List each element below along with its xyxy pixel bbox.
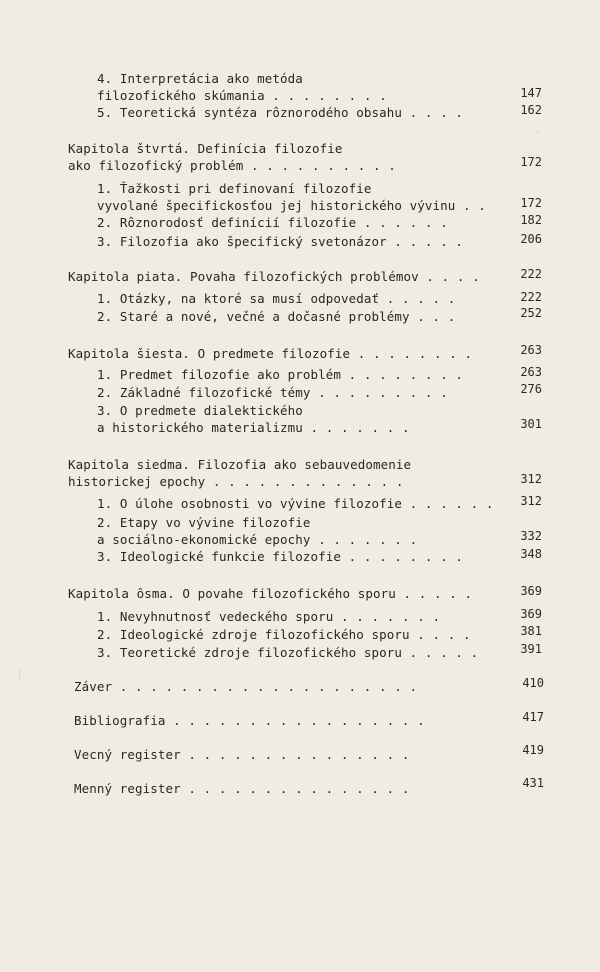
toc-page-number: 417 xyxy=(522,710,544,724)
toc-entry-line: 4. Interpretácia ako metóda xyxy=(97,71,303,86)
toc-entry-vecny-register xyxy=(74,746,410,763)
toc-entry-stare-a-nove xyxy=(97,308,455,325)
toc-entry-roznorodost xyxy=(97,214,448,231)
toc-entry-ideologicke-funkcie xyxy=(97,548,463,565)
toc-entry-line: 2. Etapy vo vývine filozofie xyxy=(97,515,311,530)
toc-entry-menny-register xyxy=(74,780,410,797)
toc-page-number: 332 xyxy=(520,529,542,543)
toc-entry-line: Menný register . . . . . . . . . . . . . . . xyxy=(74,781,410,796)
toc-chapter-osma xyxy=(68,585,472,602)
toc-entry-line: 2. Základné filozofické témy . . . . . . . . . xyxy=(97,385,448,400)
toc-entry-zakladne-temy xyxy=(97,384,448,401)
toc-entry-line: 1. Otázky, na ktoré sa musí odpovedať . . . . . xyxy=(97,291,456,306)
toc-entry-line: filozofického skúmania . . . . . . . . xyxy=(97,88,387,103)
toc-entry-line: historickej epochy . . . . . . . . . . . . . xyxy=(68,474,404,489)
toc-entry-line: Kapitola šiesta. O predmete filozofie . . . . . . . . xyxy=(68,346,473,361)
toc-page-number: 431 xyxy=(522,776,544,790)
toc-entry-bibliografia xyxy=(74,712,425,729)
toc-page-number: 419 xyxy=(522,743,544,757)
toc-chapter-siedma xyxy=(68,456,411,490)
toc-entry-line: 1. O úlohe osobnosti vo vývine filozofie . . . . . . xyxy=(97,496,494,511)
toc-entry-line: 3. Ideologické funkcie filozofie . . . . . . . . xyxy=(97,549,464,564)
toc-page-number: 312 xyxy=(520,472,542,486)
toc-page-number: 147 xyxy=(520,86,542,100)
toc-entry-line: 3. Filozofia ako špecifický svetonázor . . . . . xyxy=(97,234,464,249)
toc-entry-line: 2. Staré a nové, večné a dočasné problémy . . . xyxy=(97,309,456,324)
toc-page-number: 369 xyxy=(520,607,542,621)
toc-entry-nevyhnutnost xyxy=(97,608,440,625)
toc-page-number: 276 xyxy=(520,382,542,396)
paper-mark: ‘ xyxy=(534,128,541,141)
toc-page-number: 222 xyxy=(520,290,542,304)
toc-chapter-piata xyxy=(68,268,480,285)
paper-mark: │ xyxy=(16,668,23,681)
toc-page-number: 391 xyxy=(520,642,542,656)
toc-entry-osobnost xyxy=(97,495,494,512)
toc-page-number: 206 xyxy=(520,232,542,246)
toc-entry-line: 2. Rôznorodosť definícií filozofie . . . . . . xyxy=(97,215,448,230)
toc-entry-interpretacia xyxy=(97,70,387,104)
toc-entry-line: 3. Teoretické zdroje filozofického sporu . . . . . xyxy=(97,645,479,660)
toc-page-number: 312 xyxy=(520,494,542,508)
toc-page-number: 172 xyxy=(520,196,542,210)
toc-page-number: 301 xyxy=(520,417,542,431)
toc-entry-ideologicke-zdroje xyxy=(97,626,471,643)
toc-entry-line: ako filozofický problém . . . . . . . . . . xyxy=(68,158,396,173)
toc-page-number: 348 xyxy=(520,547,542,561)
toc-page-number: 263 xyxy=(520,343,542,357)
toc-entry-line: Kapitola piata. Povaha filozofických problémov . . . . xyxy=(68,269,480,284)
toc-entry-otazky xyxy=(97,290,455,307)
toc-page-number: 263 xyxy=(520,365,542,379)
toc-entry-predmet xyxy=(97,366,463,383)
toc-chapter-siesta xyxy=(68,345,472,362)
toc-entry-tazkosti xyxy=(97,180,486,214)
toc-entry-dialekticky xyxy=(97,402,410,436)
toc-page-number: 410 xyxy=(522,676,544,690)
toc-entry-line: a sociálno-ekonomické epochy . . . . . . . xyxy=(97,532,418,547)
toc-entry-svetonazor xyxy=(97,233,463,250)
toc-entry-line: 1. Predmet filozofie ako problém . . . . . . . . xyxy=(97,367,464,382)
toc-entry-etapy xyxy=(97,514,417,548)
toc-page-number: 252 xyxy=(520,306,542,320)
toc-entry-zaver xyxy=(74,678,417,695)
toc-page-number: 162 xyxy=(520,103,542,117)
toc-page-number: 381 xyxy=(520,624,542,638)
toc-entry-line: 3. O predmete dialektického xyxy=(97,403,303,418)
toc-entry-line: Kapitola štvrtá. Definícia filozofie xyxy=(68,141,343,156)
toc-entry-line: 1. Ťažkosti pri definovaní filozofie xyxy=(97,181,372,196)
toc-entry-line: Kapitola ôsma. O povahe filozofického sporu . . . . . xyxy=(68,586,473,601)
toc-entry-line: Kapitola siedma. Filozofia ako sebauvedomenie xyxy=(68,457,412,472)
toc-entry-line: 1. Nevyhnutnosť vedeckého sporu . . . . . . . xyxy=(97,609,441,624)
toc-entry-line: vyvolané špecifickosťou jej historického vývinu . . xyxy=(97,198,486,213)
toc-entry-teoreticka-synteza xyxy=(97,104,463,121)
toc-entry-line: Záver . . . . . . . . . . . . . . . . . . . . xyxy=(74,679,418,694)
toc-entry-line: 2. Ideologické zdroje filozofického sporu . . . . xyxy=(97,627,471,642)
toc-page-number: 172 xyxy=(520,155,542,169)
toc-page-number: 369 xyxy=(520,584,542,598)
toc-page-number: 182 xyxy=(520,213,542,227)
toc-entry-line: 5. Teoretická syntéza rôznorodého obsahu . . . . xyxy=(97,105,464,120)
toc-chapter-stvrta xyxy=(68,140,396,174)
toc-page-number: 222 xyxy=(520,267,542,281)
toc-entry-line: Vecný register . . . . . . . . . . . . . . . xyxy=(74,747,410,762)
toc-entry-teoreticke-zdroje xyxy=(97,644,478,661)
toc-entry-line: a historického materializmu . . . . . . . xyxy=(97,420,410,435)
toc-entry-line: Bibliografia . . . . . . . . . . . . . . . . . xyxy=(74,713,425,728)
